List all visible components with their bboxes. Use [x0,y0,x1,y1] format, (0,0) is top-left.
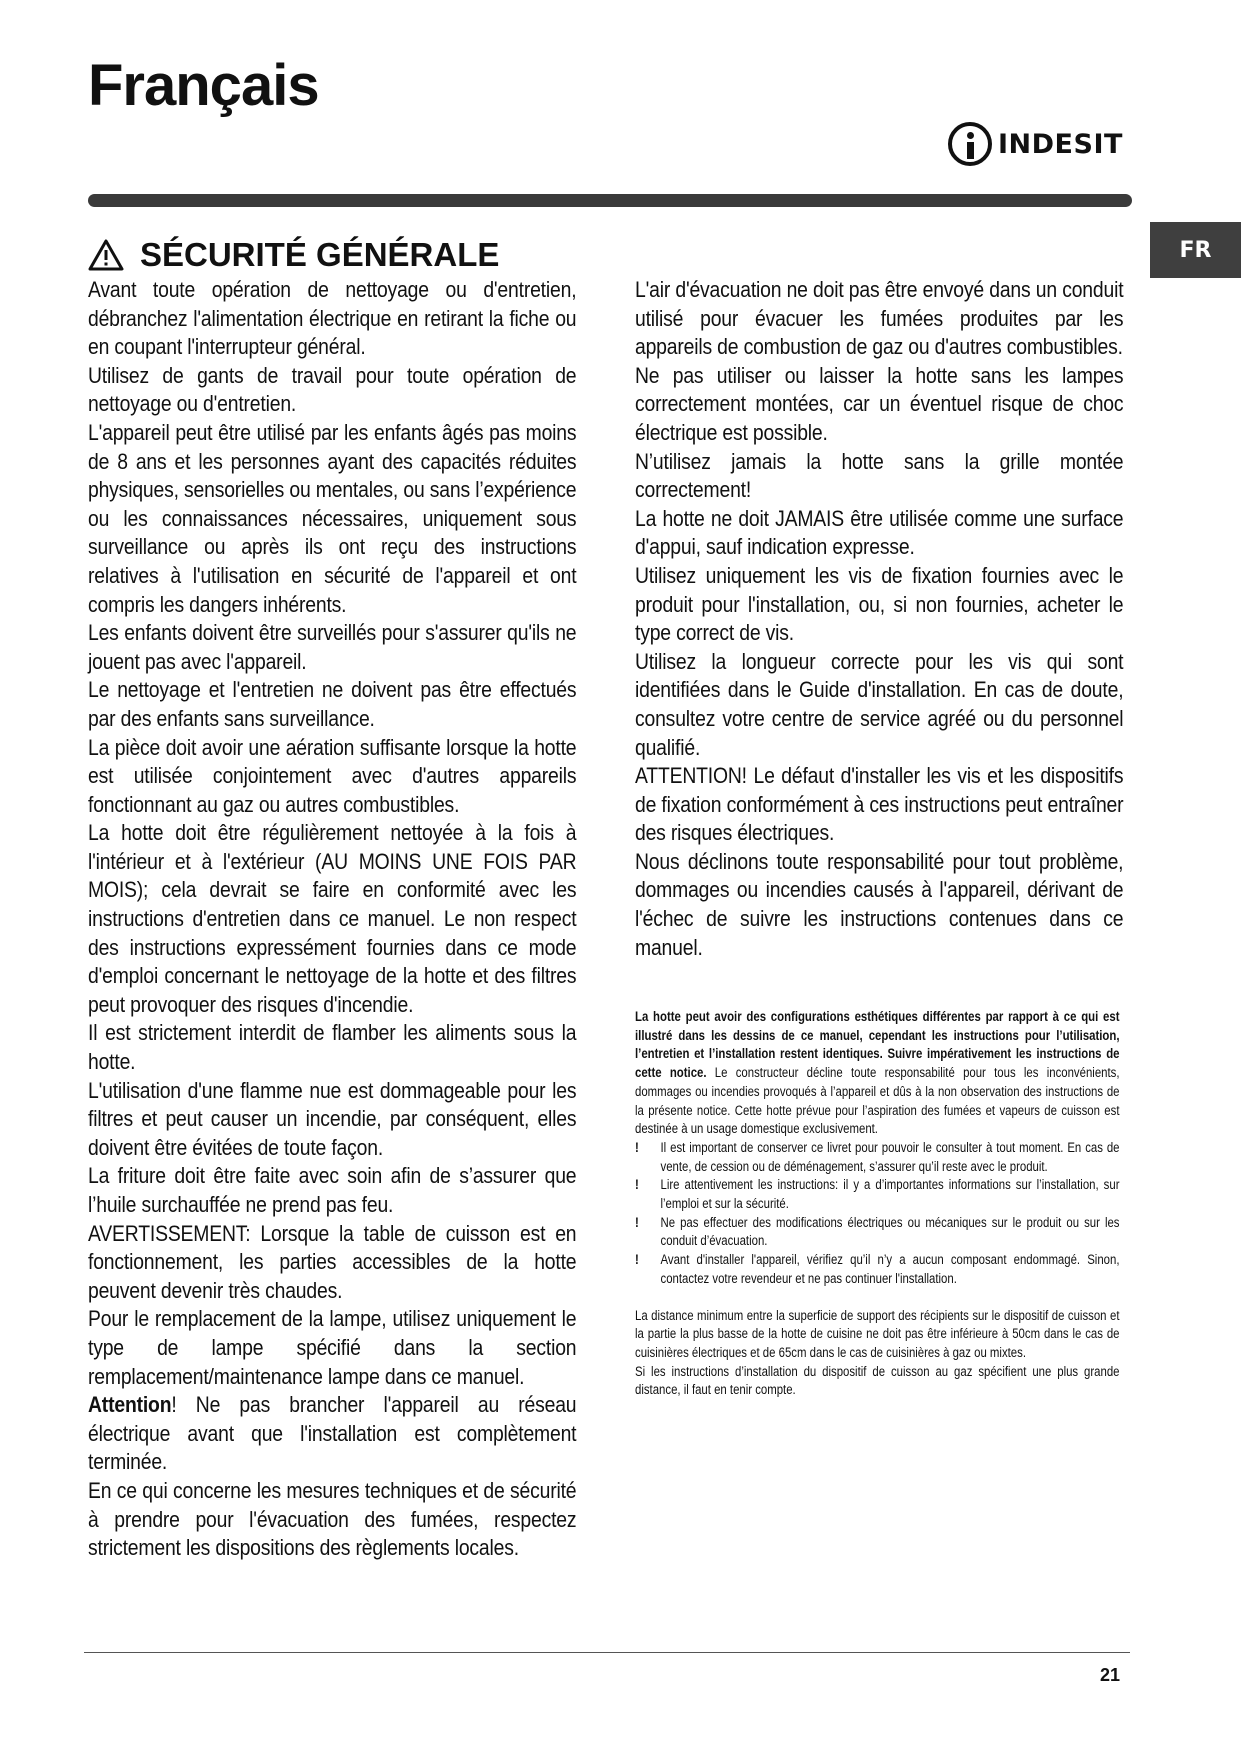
header-divider-bar [88,194,1132,207]
right-column [635,276,1123,962]
section-heading [88,236,499,274]
paragraph: AVERTISSEMENT: Lorsque la table de cuisson est en fonctionnement, les parties accessibles de la hotte peuvent devenir très chaudes. [88,1220,577,1303]
list-item: ! Il est important de conserver ce livret pour pouvoir le consulter à tout moment. En cas de vente, de cession ou de déménagement, s’assurer qu’il reste avec le produit. [635,1139,1120,1176]
attention-label: Attention [88,1392,172,1418]
paragraph: Avant toute opération de nettoyage ou d'entretien, débranchez l'alimentation électrique en retirant la fiche ou en coupant l'interrupteur général. [88,277,577,360]
exclamation-icon: ! [635,1177,639,1193]
left-column [88,276,576,1563]
notice-block [635,1008,1120,1400]
paragraph: Utilisez uniquement les vis de fixation fournies avec le produit pour l'installation, ou, si non fournies, acheter le type correct de vis. [635,562,1124,646]
paragraph: La hotte ne doit JAMAIS être utilisée comme une surface d'appui, sauf indication expresse. [635,505,1124,560]
list-item: ! Lire attentivement les instructions: il y a d’importantes informations sur l’installation, sur l’emploi et sur la sécurité. [635,1176,1120,1213]
distance-paragraph: Si les instructions d’installation du dispositif de cuisson au gaz spécifient une plus grande distance, il faut en tenir compte. [635,1363,1120,1398]
indesit-logo [948,122,1123,166]
footer-divider [84,1652,1130,1653]
paragraph: Les enfants doivent être surveillés pour s'assurer qu'ils ne jouent pas avec l'appareil. [88,620,577,674]
paragraph: Il est strictement interdit de flamber les aliments sous la hotte. [88,1020,577,1075]
notice-lead-bold: La hotte peut avoir des configurations esthétiques différentes par rapport à ce qui est illustré dans les dessins de ce manuel, cependant les instructions pour l’utilisation, l’entretien et l’installation restent identiques. Suivre impérativement les instructions de cette notice. [635,1009,1120,1081]
distance-paragraph: La distance minimum entre la superficie de support des récipients sur le dispositif de cuisson et la partie la plus basse de la hotte de cuisine ne doit pas être inférieure à 50cm dans le cas de cuisinières électriques et de 65cm dans le cas de cuisinières à gaz ou mixtes. [635,1307,1120,1360]
exclamation-icon: ! [635,1214,639,1230]
paragraph: La pièce doit avoir une aération suffisante lorsque la hotte est utilisée conjointement avec d'autres appareils fonctionnant au gaz ou autres combustibles. [88,734,577,817]
language-title: Français [88,53,319,118]
paragraph: N’utilisez jamais la hotte sans la grille montée correctement! [635,448,1124,503]
notice-lead [635,1008,1120,1139]
language-tab: FR [1150,222,1241,278]
paragraph: Utilisez de gants de travail pour toute opération de nettoyage ou d'entretien. [88,362,577,417]
brand-name: INDESIT [998,128,1123,160]
section-title: SÉCURITÉ GÉNÉRALE [140,236,500,273]
attention-paragraph [88,1391,576,1477]
paragraph: ATTENTION! Le défaut d'installer les vis et les dispositifs de fixation conformément à ces instructions peut entraîner des risques électriques. [635,763,1124,846]
paragraph: L'air d'évacuation ne doit pas être envoyé dans un conduit utilisé pour évacuer les fumées produites par les appareils de combustion de gaz ou d'autres combustibles. [635,277,1124,360]
paragraph: Nous déclinons toute responsabilité pour tout problème, dommages ou incendies causés à l'appareil, dérivant de l'échec de suivre les instructions contenues dans ce manuel. [635,848,1124,960]
paragraph: La hotte doit être régulièrement nettoyée à la fois à l'intérieur et à l'extérieur (AU MOINS UNE FOIS PAR MOIS); cela devrait se faire en conformité avec les instructions d'entretien dans ce manuel. Le non respect des instructions expressément fournies dans ce mode d'emploi concernant le nettoyage de la hotte et des filtres peut provoquer des risques d'incendie. [88,820,577,1017]
paragraph: En ce qui concerne les mesures techniques et de sécurité à prendre pour l'évacuation des fumées, respectez strictement les dispositions des règlements locales. [88,1477,577,1561]
paragraph: L'appareil peut être utilisé par les enfants âgés pas moins de 8 ans et les personnes ayant des capacités réduites physiques, sensorielles ou mentales, ou sans l’expérience ou les connaissances nécessaires, uniquement sous surveillance ou après ils ont reçu des instructions relatives à l'utilisation en sécurité de l'appareil et ont compris les dangers inhérents. [88,419,577,617]
paragraph: L'utilisation d'une flamme nue est dommageable pour les filtres et peut causer un incendie, par conséquent, elles doivent être évitées de toute façon. [88,1077,577,1160]
paragraph: La friture doit être faite avec soin afin de s’assurer que l’huile surchauffée ne prend pas feu. [88,1163,577,1217]
exclamation-icon: ! [635,1252,639,1268]
paragraph: Utilisez la longueur correcte pour les vis qui sont identifiées dans le Guide d'installation. En cas de doute, consultez votre centre de service agréé ou du personnel qualifié. [635,648,1124,760]
page-number: 21 [1100,1665,1121,1685]
paragraph: Le nettoyage et l'entretien ne doivent pas être effectués par des enfants sans surveillance. [88,677,577,731]
list-item: ! Ne pas effectuer des modifications électriques ou mécaniques sur le produit ou sur les conduit d’évacuation. [635,1214,1120,1251]
indesit-logo-icon [948,122,992,166]
paragraph: Ne pas utiliser ou laisser la hotte sans les lampes correctement montées, car un éventuel risque de choc électrique est possible. [635,362,1124,445]
warning-triangle-icon [88,239,124,271]
attention-text: ! Ne pas brancher l'appareil au réseau électrique avant que l'installation est complètement terminée. [88,1392,577,1475]
notice-bullet-list [635,1139,1120,1289]
exclamation-icon: ! [635,1139,639,1155]
paragraph: Pour le remplacement de la lampe, utilisez uniquement le type de lampe spécifié dans la section remplacement/maintenance lampe dans ce manuel. [88,1306,577,1389]
notice-lead-rest: Le constructeur décline toute responsabilité pour tous les inconvénients, dommages ou incendies provoqués à l’appareil et dûs à la non observation des instructions de la présente notice. Cette hotte prévue pour l’aspiration des fumées et vapeurs de cuisson est destinée à un usage domestique exclusivement. [635,1065,1120,1137]
list-item: ! Avant d'installer l'appareil, vérifiez qu’il n’y a aucun composant endommagé. Sinon, contactez votre revendeur et ne pas continuer l'installation. [635,1251,1120,1288]
